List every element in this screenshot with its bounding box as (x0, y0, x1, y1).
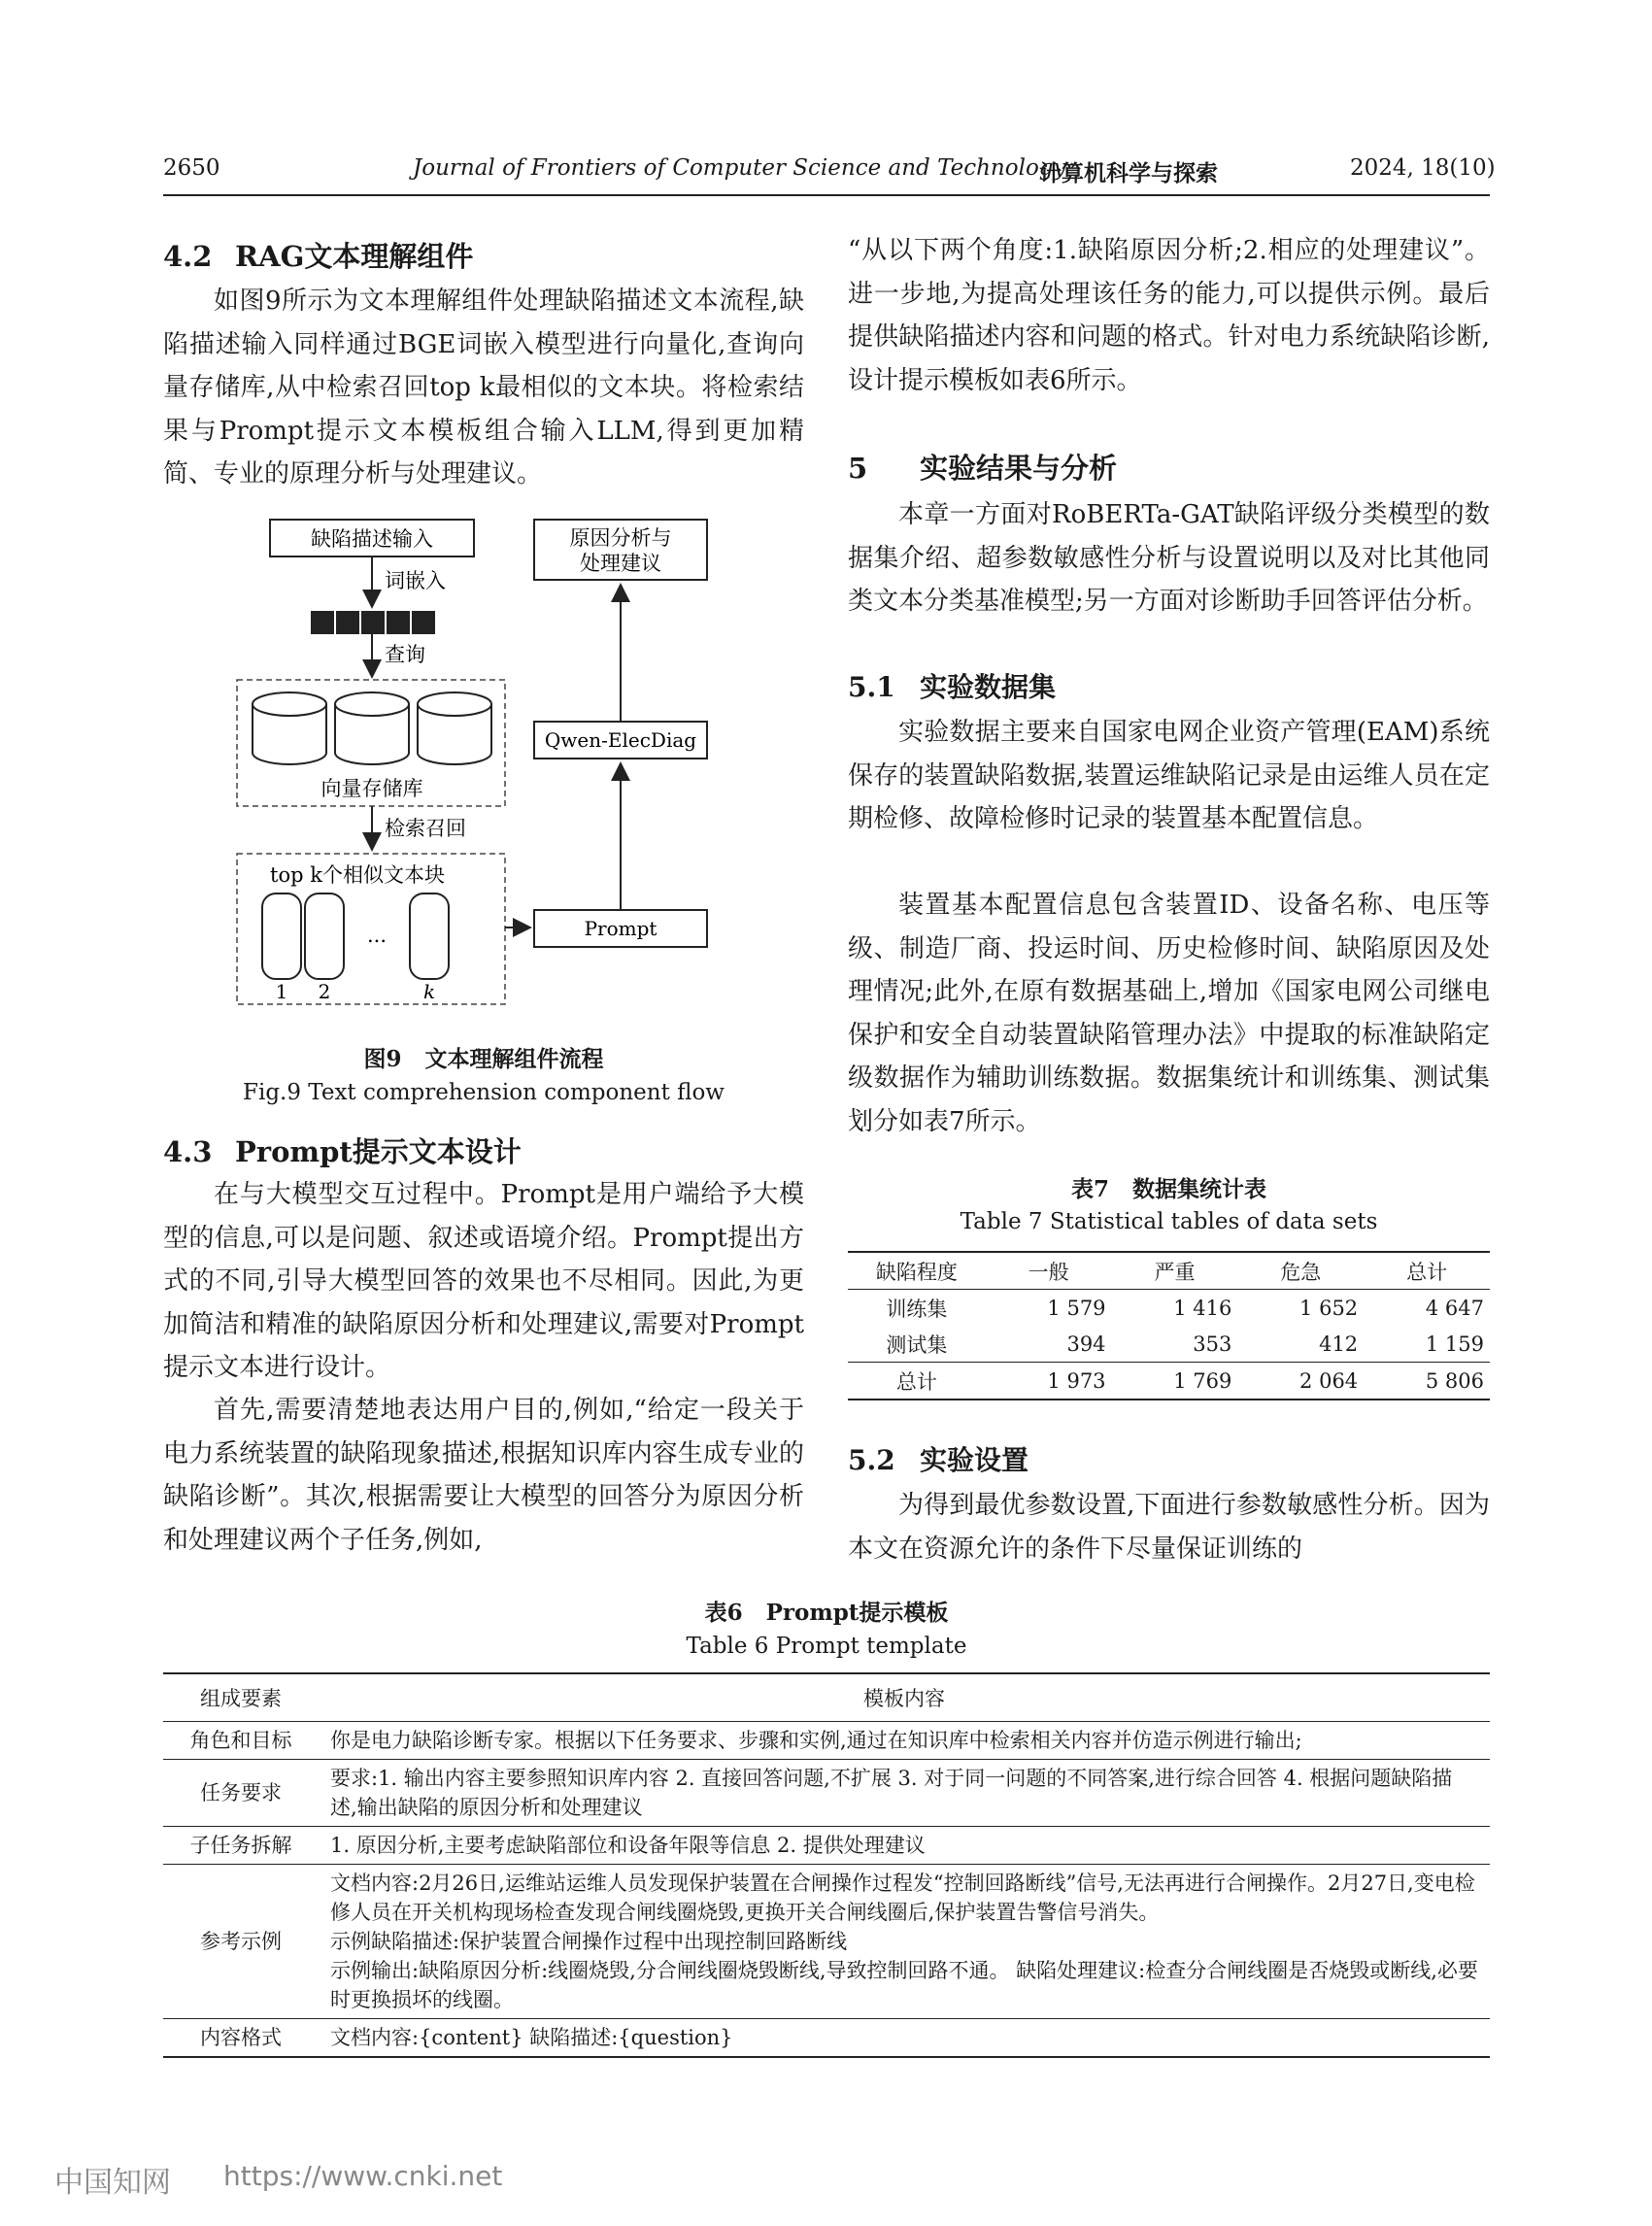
chunk-label-1: 1 (275, 980, 288, 1003)
table-cell: 2 064 (1237, 1363, 1364, 1400)
section-number: 5.1 (848, 671, 895, 703)
figure-9-diagram (163, 510, 804, 1015)
table-header-cell: 严重 (1112, 1252, 1238, 1290)
table-row (163, 1760, 1490, 1827)
defect-input-label: 缺陷描述输入 (311, 527, 433, 551)
embedding-vector (311, 611, 435, 634)
table-cell: 训练集 (886, 1297, 948, 1321)
database-cylinders (253, 692, 491, 764)
output-label-line1: 原因分析与 (569, 526, 672, 550)
table-row (848, 1326, 1490, 1363)
query-label: 查询 (385, 643, 425, 666)
section-4-3-paragraph-2: 首先,需要清楚地表达用户目的,例如,“给定一段关于电力系统装置的缺陷现象描述,根据知识库内容生成专业的缺陷诊断”。其次,根据需要让大模型的回答分为原因分析和处理建议两个子任务,例如, (163, 1396, 804, 1555)
table-header-row (163, 1673, 1490, 1722)
table-cell: 1 652 (1299, 1296, 1359, 1320)
table-row (848, 1363, 1490, 1400)
journal-title-en: Journal of Frontiers of Computer Science and Technology (413, 155, 1066, 181)
row-key: 任务要求 (163, 1760, 319, 1827)
row-content (319, 1722, 1490, 1760)
table-header-row (848, 1252, 1490, 1290)
section-title: 实验设置 (920, 1444, 1029, 1476)
content-line: 示例输出:缺陷原因分析:线圈烧毁,分合闸线圈烧毁断线,导致控制回路不通。 缺陷处理建议:检查分合闸线圈是否烧毁或断线,必要时更换损坏的线圈。 (330, 1959, 1478, 2011)
row-content (319, 1760, 1490, 1827)
section-4-2-paragraph: 如图9所示为文本理解组件处理缺陷描述文本流程,缺陷描述输入同样通过BGE词嵌入模型进行向量化,查询向量存储库,从中检索召回top k最相似的文本块。将检索结果与Prompt提示文本模板组合输入LLM,得到更加精简、专业的原理分析与处理建议。 (163, 287, 804, 489)
section-5-2-heading (848, 1439, 1490, 1478)
row-content (319, 2019, 1490, 2058)
cnki-url[interactable]: https://www.cnki.net (223, 2160, 503, 2192)
issue-info: 2024, 18(10) (1350, 155, 1496, 181)
table-header-cell: 组成要素 (163, 1673, 319, 1722)
section-title: Prompt提示文本设计 (235, 1135, 522, 1168)
section-5-1-paragraph-2: 装置基本配置信息包含装置ID、设备名称、电压等级、制造厂商、投运时间、历史检修时间、缺陷原因及处理情况;此外,在原有数据基础上,增加《国家电网公司继电保护和安全自动装置缺陷管理办法》中提取的标准缺陷定级数据作为辅助训练数据。数据集统计和训练集、测试集划分如表7所示。 (848, 891, 1490, 1136)
journal-title-cn: 计算机科学与探索 (1039, 161, 1218, 186)
table-header-cell: 一般 (986, 1252, 1112, 1290)
table-7 (848, 1251, 1490, 1400)
table-header-cell: 总计 (1364, 1252, 1490, 1290)
embed-label: 词嵌入 (385, 569, 446, 592)
table-6 (163, 1672, 1490, 2058)
row-content (319, 1865, 1490, 2019)
retrieve-label: 检索召回 (385, 817, 466, 840)
row-key: 角色和目标 (163, 1722, 319, 1760)
table-row (163, 1865, 1490, 2019)
table-cell: 394 (1066, 1332, 1106, 1356)
section-4-3-heading (163, 1130, 804, 1170)
content-line: 文档内容:2月26日,运维站运维人员发现保护装置在合闸操作过程发“控制回路断线”信号,无法再进行合闸操作。2月27日,变电检修人员在开关机构现场检查发现合闸线圈烧毁,更换开关合闸线圈后,保护装置告警信号消失。 (330, 1872, 1475, 1924)
llm-label: Qwen-ElecDiag (544, 728, 697, 752)
table-title: 数据集统计表 (1132, 1176, 1267, 1202)
table-cell: 1 159 (1425, 1332, 1484, 1356)
table-header-cell: 危急 (1237, 1252, 1364, 1290)
section-title: 实验结果与分析 (920, 452, 1118, 485)
vector-store-label: 向量存储库 (320, 777, 423, 800)
section-title: RAG文本理解组件 (235, 240, 474, 273)
table-cell: 测试集 (886, 1332, 948, 1357)
row-key: 子任务拆解 (163, 1827, 319, 1865)
table-6-caption-cn (163, 1595, 1490, 1627)
section-4-3-paragraph-1: 在与大模型交互过程中。Prompt是用户端给予大模型的信息,可以是问题、叙述或语境介绍。Prompt提出方式的不同,引导大模型回答的效果也不尽相同。因此,为更加简洁和精准的缺陷原因分析和处理建议,需要对Prompt提示文本进行设计。 (163, 1180, 804, 1382)
section-number: 5 (848, 452, 868, 485)
table-row (163, 1722, 1490, 1760)
section-5-2-paragraph: 为得到最优参数设置,下面进行参数敏感性分析。因为本文在资源允许的条件下尽量保证训练的 (848, 1491, 1490, 1564)
row-key: 内容格式 (163, 2019, 319, 2058)
topk-title: top k个相似文本块 (270, 863, 445, 887)
header-rule (163, 194, 1490, 196)
table-cell: 1 769 (1112, 1363, 1238, 1400)
row-content (319, 1827, 1490, 1865)
table-7-caption-cn (848, 1171, 1490, 1203)
table-6-caption-en: Table 6 Prompt template (686, 1634, 967, 1659)
content-line: 你是电力缺陷诊断专家。根据以下任务要求、步骤和实例,通过在知识库中检索相关内容并仿造示例进行输出; (330, 1729, 1302, 1752)
continued-paragraph: “从以下两个角度:1.缺陷原因分析;2.相应的处理建议”。进一步地,为提高处理该任务的能力,可以提供示例。最后提供缺陷描述内容和问题的格式。针对电力系统缺陷诊断,设计提示模板如表6所示。 (848, 236, 1490, 395)
figure-label: 图9 (363, 1046, 402, 1072)
chunk-label-k: k (422, 980, 436, 1003)
table-cell: 1 416 (1173, 1296, 1232, 1320)
content-line: 要求:1. 输出内容主要参照知识库内容 2. 直接回答问题,不扩展 3. 对于同一问题的不同答案,进行综合回答 4. 根据问题缺陷描述,输出缺陷的原因分析和处理建议 (330, 1767, 1453, 1819)
section-number: 4.2 (163, 240, 213, 273)
section-5-1-heading (848, 666, 1490, 705)
table-title: Prompt提示模板 (765, 1600, 949, 1626)
table-header-cell: 模板内容 (319, 1673, 1490, 1722)
table-row (163, 1827, 1490, 1865)
table-cell: 1 579 (1047, 1296, 1106, 1320)
page-number: 2650 (163, 155, 220, 181)
table-row (848, 1290, 1490, 1327)
row-key: 参考示例 (163, 1865, 319, 2019)
table-cell: 1 973 (986, 1363, 1112, 1400)
table-label: 表7 (1070, 1176, 1109, 1202)
section-number: 4.3 (163, 1135, 213, 1168)
section-5-heading (848, 447, 1490, 487)
table-7-caption-en: Table 7 Statistical tables of data sets (960, 1209, 1378, 1234)
table-cell: 5 806 (1364, 1363, 1490, 1400)
section-number: 5.2 (848, 1444, 895, 1476)
table-cell: 4 647 (1425, 1296, 1484, 1320)
figure-title: 文本理解组件流程 (424, 1046, 604, 1072)
content-line: 示例缺陷描述:保护装置合闸操作过程中出现控制回路断线 (330, 1930, 848, 1953)
prompt-label: Prompt (584, 917, 657, 940)
table-label: 表6 (704, 1600, 743, 1626)
table-row (163, 2019, 1490, 2058)
content-line: 1. 原因分析,主要考虑缺陷部位和设备年限等信息 2. 提供处理建议 (330, 1834, 926, 1857)
content-line: 文档内容:{content} 缺陷描述:{question} (330, 2026, 733, 2049)
section-5-1-paragraph-1: 实验数据主要来自国家电网企业资产管理(EAM)系统保存的装置缺陷数据,装置运维缺陷记录是由运维人员在定期检修、故障检修时记录的装置基本配置信息。 (848, 718, 1490, 833)
figure-9-caption-en: Fig.9 Text comprehension component flow (243, 1080, 725, 1105)
table-cell: 412 (1319, 1332, 1359, 1356)
section-5-paragraph: 本章一方面对RoBERTa-GAT缺陷评级分类模型的数据集介绍、超参数敏感性分析与设置说明以及对比其他同类文本分类基准模型;另一方面对诊断助手回答评估分析。 (848, 500, 1490, 616)
figure-9-caption-cn (163, 1041, 804, 1073)
table-cell: 总计 (848, 1363, 986, 1400)
table-cell: 353 (1193, 1332, 1232, 1356)
section-4-2-heading (163, 235, 804, 275)
chunk-label-2: 2 (318, 980, 331, 1003)
output-label-line2: 处理建议 (580, 552, 661, 575)
table-header-cell: 缺陷程度 (848, 1252, 986, 1290)
text-chunks (262, 894, 449, 979)
section-title: 实验数据集 (920, 671, 1057, 703)
cnki-logo-text: 中国知网 (54, 2166, 171, 2200)
chunk-ellipsis: ... (366, 924, 388, 947)
